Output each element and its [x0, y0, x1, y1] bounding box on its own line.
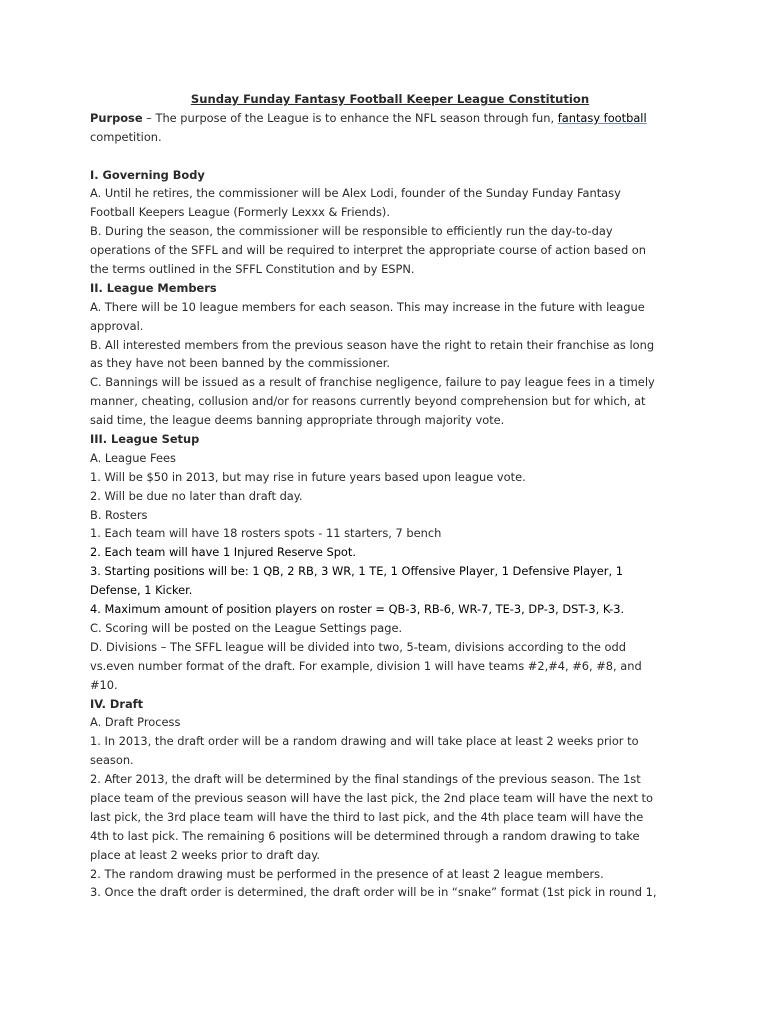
body-line: D. Divisions – The SFFL league will be divided into two, 5-team, divisions according to the odd: [90, 639, 626, 654]
body-line: vs.even number format of the draft. For example, division 1 will have teams #2,#4, #6, #8, and: [90, 658, 642, 673]
section-heading-league-setup: III. League Setup: [90, 432, 200, 447]
fantasy-football-link[interactable]: fantasy football: [557, 110, 647, 125]
body-line: Defense, 1 Kicker.: [90, 583, 193, 598]
body-line: Football Keepers League (Formerly Lexxx & Friends).: [90, 205, 390, 220]
section-heading-draft: IV. Draft: [90, 696, 144, 711]
document-title: Sunday Funday Fantasy Football Keeper League Constitution: [190, 92, 590, 106]
body-line: the terms outlined in the SFFL Constitution and by ESPN.: [90, 262, 415, 277]
body-line: A. League Fees: [90, 450, 176, 465]
body-line: place at least 2 weeks prior to draft day.: [90, 847, 321, 862]
spacer: [90, 147, 690, 166]
body-line: 2. After 2013, the draft will be determined by the final standings of the previous season. The 1st: [90, 772, 641, 787]
body-line: last pick, the 3rd place team will have the third to last pick, and the 4th place team will have the: [90, 809, 644, 824]
body-line: operations of the SFFL and will be required to interpret the appropriate course of action based on: [90, 243, 646, 258]
body-line: 4th to last pick. The remaining 6 positions will be determined through a random drawing to take: [90, 828, 640, 843]
body-line: 1. Each team will have 18 rosters spots - 11 starters, 7 bench: [90, 526, 442, 541]
body-line: 2. Each team will have 1 Injured Reserve Spot.: [90, 545, 356, 560]
body-line: B. Rosters: [90, 507, 148, 522]
body-line: 4. Maximum amount of position players on roster = QB-3, RB-6, WR-7, TE-3, DP-3, DST-3, K-3.: [90, 602, 625, 617]
body-line: 2. Will be due no later than draft day.: [90, 488, 303, 503]
body-line: A. There will be 10 league members for each season. This may increase in the future with league: [90, 299, 645, 314]
body-line: A. Draft Process: [90, 715, 181, 730]
body-line: C. Bannings will be issued as a result of franchise negligence, failure to pay league fees in a timely: [90, 375, 655, 390]
body-line: 2. The random drawing must be performed in the presence of at least 2 league members.: [90, 866, 604, 881]
body-line: said time, the league deems banning appropriate through majority vote.: [90, 413, 505, 428]
body-line: 3. Starting positions will be: 1 QB, 2 RB, 3 WR, 1 TE, 1 Offensive Player, 1 Defensive Player, 1: [90, 564, 623, 579]
purpose-end: competition.: [90, 129, 162, 144]
section-heading-governing-body: I. Governing Body: [90, 167, 205, 182]
document-page: [90, 90, 690, 902]
body-line: B. During the season, the commissioner will be responsible to efficiently run the day-to-day: [90, 224, 613, 239]
body-line: 1. Will be $50 in 2013, but may rise in future years based upon league vote.: [90, 469, 526, 484]
body-line: as they have not been banned by the commissioner.: [90, 356, 391, 371]
body-line: manner, cheating, collusion and/or for reasons currently beyond comprehension but for which, at: [90, 394, 646, 409]
body-line: approval.: [90, 318, 144, 333]
body-line: place team of the previous season will have the last pick, the 2nd place team will have the next to: [90, 790, 653, 805]
body-line: C. Scoring will be posted on the League Settings page.: [90, 620, 403, 635]
body-line: 1. In 2013, the draft order will be a random drawing and will take place at least 2 weeks prior to: [90, 734, 639, 749]
body-line: B. All interested members from the previous season have the right to retain their franchise as long: [90, 337, 655, 352]
section-heading-league-members: II. League Members: [90, 280, 217, 295]
body-line: #10.: [90, 677, 118, 692]
body-line: season.: [90, 753, 134, 768]
purpose-text: – The purpose of the League is to enhance the NFL season through fun,: [142, 110, 558, 125]
purpose-paragraph: [90, 109, 690, 128]
body-line: A. Until he retires, the commissioner will be Alex Lodi, founder of the Sunday Funday Fantasy: [90, 186, 621, 201]
purpose-label: Purpose: [90, 110, 143, 125]
body-line: 3. Once the draft order is determined, the draft order will be in “snake” format (1st pick in round 1,: [90, 885, 657, 900]
